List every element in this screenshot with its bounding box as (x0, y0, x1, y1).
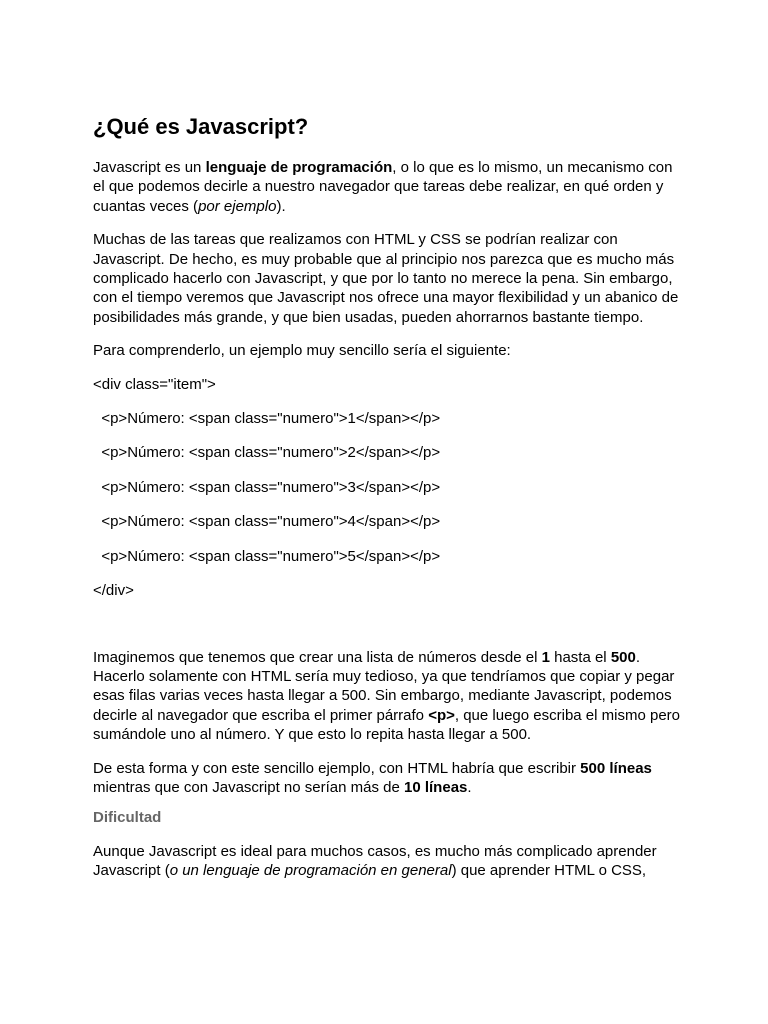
code-line: <p>Número: <span class="numero">3</span></p> (93, 478, 441, 496)
paragraph-intro-italic: por ejemplo (198, 197, 277, 215)
document-page (93, 112, 683, 881)
paragraph-numbers-text-a: Imaginemos que tenemos que crear una lista de números desde el (93, 648, 542, 666)
paragraph-comparison (93, 759, 683, 798)
paragraph-numbers-bold-end: 500 (610, 648, 636, 666)
paragraph-intro-text-a: Javascript es un (93, 159, 206, 176)
code-line: <p>Número: <span class="numero">2</span></p> (93, 444, 441, 462)
code-line: <p>Número: <span class="numero">1</span></p> (93, 410, 441, 428)
code-line: <div class="item"> (93, 375, 216, 393)
paragraph-intro-bold: lenguaje de programación (205, 159, 393, 176)
code-line: <p>Número: <span class="numero">4</span></p> (93, 513, 441, 531)
paragraph-numbers-bold-start: 1 (541, 648, 550, 666)
code-example (93, 375, 683, 601)
paragraph-difficulty-text-c: ) que aprender HTML o CSS, (451, 862, 647, 880)
paragraph-comparison-bold-html: 500 líneas (580, 759, 652, 777)
paragraph-comparison-text-a: De esta forma y con este sencillo ejemplo, con HTML habría que escribir (93, 759, 581, 777)
paragraph-numbers-text-g: , que luego escriba el mismo pero sumándole uno al número. Y que esto lo repita hasta llegar a 500. (93, 706, 680, 744)
code-line: </div> (93, 582, 134, 600)
paragraph-difficulty (93, 842, 683, 881)
code-line: <p>Número: <span class="numero">5</span></p> (93, 547, 441, 565)
paragraph-intro (93, 158, 683, 216)
page-title: ¿Qué es Javascript? (93, 114, 309, 139)
paragraph-difficulty-text-a: Aunque Javascript es ideal para muchos casos, es mucho más complicado aprender Javascript ( (93, 842, 657, 880)
paragraph-intro-text-e: ). (276, 197, 286, 215)
paragraph-numbers (93, 648, 683, 745)
paragraph-difficulty-italic: o un lenguaje de programación en general (169, 862, 452, 880)
paragraph-comparison-text-c: mientras que con Javascript no serían más de (93, 778, 404, 796)
paragraph-numbers-bold-tag: <p> (428, 706, 455, 724)
paragraph-numbers-text-e: . Hacerlo solamente con HTML sería muy tedioso, ya que tendríamos que copiar y pegar esas filas varias veces hasta llegar a 500. Sin embargo, mediante Javascript, podemos decirle al navegador que escriba el primer párrafo (93, 648, 675, 724)
paragraph-comparison-bold-js: 10 líneas (404, 778, 468, 796)
paragraph-comparison-text-e: . (467, 778, 472, 796)
paragraph-intro-text-c: , o lo que es lo mismo, un mecanismo con el que podemos decirle a nuestro navegador que tareas debe realizar, en qué orden y cuantas veces ( (93, 159, 673, 215)
paragraph-numbers-text-c: hasta el (549, 648, 611, 666)
paragraph-tasks: Muchas de las tareas que realizamos con HTML y CSS se podrían realizar con Javascript. De hecho, es muy probable que al principio nos parezca que es mucho más complicado hacerlo con Javascript, y que por lo tanto no merece la pena. Sin embargo, con el tiempo veremos que Javascript nos ofrece una mayor flexibilidad y un abanico de posibilidades más grande, y que bien usadas, pueden ahorrarnos bastante tiempo. (93, 231, 679, 326)
section-subheading: Dificultad (93, 809, 162, 827)
paragraph-example-intro: Para comprenderlo, un ejemplo muy sencillo sería el siguiente: (93, 342, 511, 360)
